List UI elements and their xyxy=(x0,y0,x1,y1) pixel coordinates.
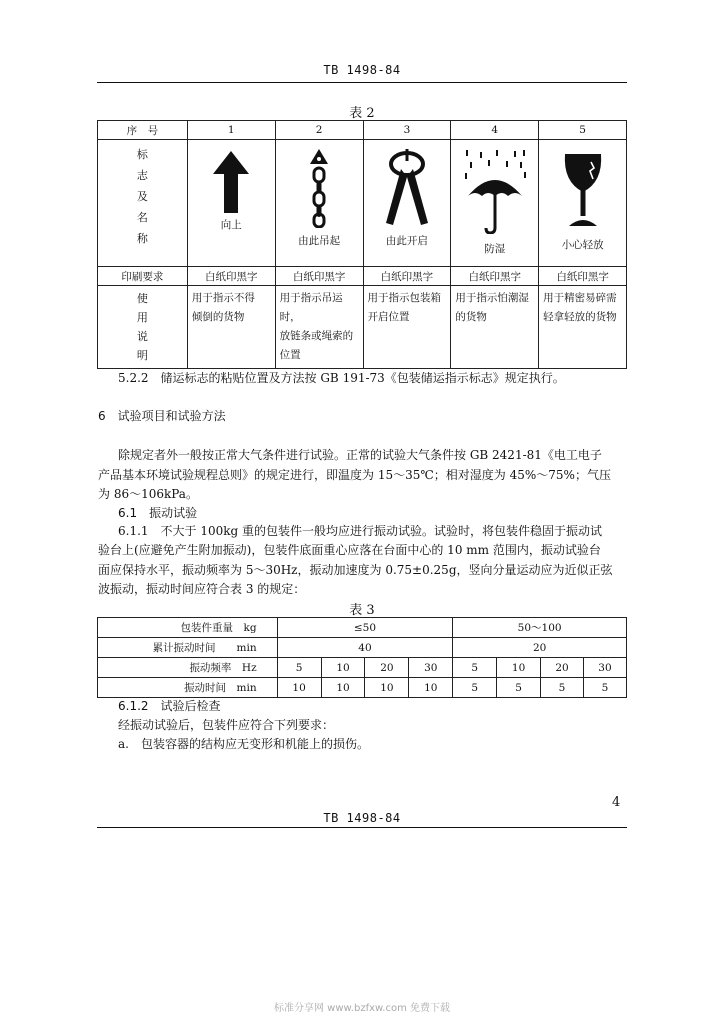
table3-cell: 5 xyxy=(277,658,321,678)
mark-name: 由此吊起 xyxy=(298,235,341,247)
table3-caption: 表 3 xyxy=(349,603,375,618)
table3-cell: 10 xyxy=(321,678,365,698)
section-6-heading: 6 试验项目和试验方法 xyxy=(98,409,226,423)
paragraph-line: 6.1.1 不大于 100kg 重的包装件一般均应进行振动试验。试验时，将包装件稳固于振动试 xyxy=(118,524,603,538)
table3-row-duration xyxy=(98,678,627,698)
page-number: 4 xyxy=(612,795,621,810)
usage-cell: 用于精密易碎需 轻拿轻放的货物 xyxy=(539,286,627,369)
footer-doc-id: TB 1498-84 xyxy=(323,811,401,825)
table2-print-cell: 白纸印黑字 xyxy=(275,267,363,286)
tongs-icon xyxy=(380,147,434,227)
table2-print-label: 印刷要求 xyxy=(98,267,188,286)
table2-mark-row-label xyxy=(98,140,188,267)
table2-print-row xyxy=(98,267,627,286)
table-3 xyxy=(97,617,627,698)
chain-hook-icon xyxy=(308,148,330,228)
table2-print-cell: 白纸印黑字 xyxy=(539,267,627,286)
paragraph-line: 经振动试验后，包装件应符合下列要求： xyxy=(118,718,335,732)
table2-usage-row xyxy=(98,286,627,369)
usage-cell: 用于指示怕潮湿 的货物 xyxy=(451,286,539,369)
paragraph-line: 除规定者外一般按正常大气条件进行试验。正常的试验大气条件按 GB 2421-81《电工电子 xyxy=(118,448,602,462)
table3-row-weight xyxy=(98,618,627,638)
mark-name: 小心轻放 xyxy=(561,239,604,251)
mark-name: 向上 xyxy=(220,219,242,231)
table3-cell: 10 xyxy=(409,678,453,698)
clause-6-1-2-heading: 6.1.2 试验后检查 xyxy=(118,699,221,713)
mark-cell-open xyxy=(363,140,451,267)
table2-caption: 表 2 xyxy=(349,106,375,121)
table3-group-cell: 40 xyxy=(277,638,453,658)
table2-print-cell: 白纸印黑字 xyxy=(187,267,275,286)
table3-cell: 10 xyxy=(277,678,321,698)
mark-cell-lift xyxy=(275,140,363,267)
mark-cell-fragile xyxy=(539,140,627,267)
footer-rule xyxy=(97,827,627,828)
table3-cell: 10 xyxy=(497,658,541,678)
table3-cell: 30 xyxy=(409,658,453,678)
umbrella-rain-icon xyxy=(462,148,528,234)
table3-row-frequency xyxy=(98,658,627,678)
vertical-label: 标 志 及 名 称 xyxy=(136,148,148,245)
table3-row-label: 振动频率 Hz xyxy=(98,658,278,678)
paragraph-line: 验台上(应避免产生附加振动)，包装件底面重心应落在台面中心的 10 mm 范围内，振动试验台 xyxy=(98,543,601,557)
table3-group-cell: 20 xyxy=(453,638,627,658)
paragraph-line: 面应保持水平，振动频率为 5～30Hz，振动加速度为 0.75±0.25g，竖向分量运动应为近似正弦 xyxy=(98,563,613,577)
table3-row-label: 包装件重量 kg xyxy=(98,618,278,638)
table3-row-label: 累计振动时间 min xyxy=(98,638,278,658)
mark-cell-up xyxy=(187,140,275,267)
table2-number: 3 xyxy=(363,121,451,140)
table2-mark-row xyxy=(98,140,627,267)
table3-cell: 20 xyxy=(541,658,584,678)
table2-print-cell: 白纸印黑字 xyxy=(451,267,539,286)
table3-cell: 5 xyxy=(453,678,497,698)
paragraph-line: 为 86～106kPa。 xyxy=(98,487,198,501)
wine-glass-icon xyxy=(561,152,605,228)
table3-cell: 30 xyxy=(583,658,626,678)
list-item-a: a. 包装容器的结构应无变形和机能上的损伤。 xyxy=(118,737,369,751)
table2-usage-label xyxy=(98,286,188,369)
watermark: 标准分享网 www.bzfxw.com 免费下载 xyxy=(274,1003,450,1014)
table3-cell: 5 xyxy=(453,658,497,678)
table2-col-header: 序 号 xyxy=(98,121,188,140)
usage-cell: 用于指示不得 倾倒的货物 xyxy=(187,286,275,369)
usage-cell: 用于指示吊运时， 放链条或绳索的 位置 xyxy=(275,286,363,369)
table3-cell: 10 xyxy=(321,658,365,678)
paragraph-line: 产品基本环境试验规程总则》的规定进行，即温度为 15～35℃；相对湿度为 45%～75%；气压 xyxy=(98,468,611,482)
mark-name: 防湿 xyxy=(484,243,506,255)
table3-cell: 20 xyxy=(365,658,409,678)
vertical-label: 使 用 说 明 xyxy=(136,292,148,362)
clause-5-2-2: 5.2.2 储运标志的粘贴位置及方法按 GB 191-73《包装储运指示标志》规定执行。 xyxy=(118,371,565,385)
table3-group-cell: 50～100 xyxy=(453,618,627,638)
table3-cell: 5 xyxy=(541,678,584,698)
table3-cell: 5 xyxy=(583,678,626,698)
clause-6-1-heading: 6.1 振动试验 xyxy=(118,506,198,520)
mark-name: 由此开启 xyxy=(385,235,428,247)
table2-number: 5 xyxy=(539,121,627,140)
header-rule xyxy=(97,82,627,83)
table2-number: 1 xyxy=(187,121,275,140)
table3-cell: 10 xyxy=(365,678,409,698)
table3-row-total-time xyxy=(98,638,627,658)
mark-cell-damp xyxy=(451,140,539,267)
table3-cell: 5 xyxy=(497,678,541,698)
arrow-up-icon xyxy=(211,150,251,214)
table-2 xyxy=(97,120,627,369)
usage-cell: 用于指示包装箱 开启位置 xyxy=(363,286,451,369)
table3-group-cell: ≤50 xyxy=(277,618,453,638)
header-doc-id: TB 1498-84 xyxy=(323,63,401,77)
table2-number: 4 xyxy=(451,121,539,140)
paragraph-line: 波振动，振动时间应符合表 3 的规定： xyxy=(98,582,306,596)
table3-row-label: 振动时间 min xyxy=(98,678,278,698)
table2-number: 2 xyxy=(275,121,363,140)
table2-number-row xyxy=(98,121,627,140)
table2-print-cell: 白纸印黑字 xyxy=(363,267,451,286)
